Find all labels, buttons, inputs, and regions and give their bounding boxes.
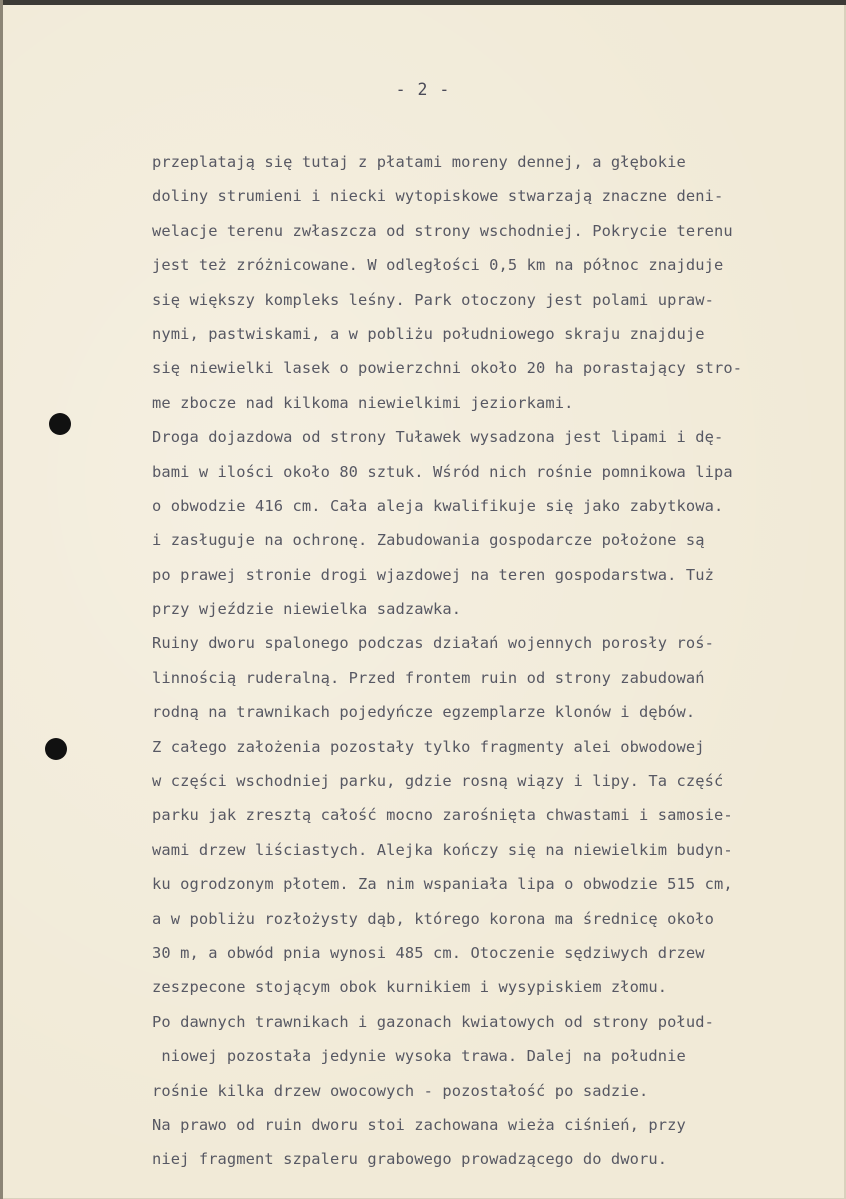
text-line: niej fragment szpaleru grabowego prowadzącego do dworu. <box>152 1150 668 1169</box>
text-line: jest też zróżnicowane. W odległości 0,5 km na północ znajduje <box>152 256 724 275</box>
text-line: zeszpecone stojącym obok kurnikiem i wysypiskiem złomu. <box>152 978 668 997</box>
text-line: Po dawnych trawnikach i gazonach kwiatowych od strony połud- <box>152 1012 714 1031</box>
text-line: rośnie kilka drzew owocowych - pozostałość po sadzie. <box>152 1081 649 1100</box>
scan-top-edge <box>0 0 846 5</box>
text-line: linnością ruderalną. Przed frontem ruin od strony zabudowań <box>152 668 705 687</box>
text-line: ku ogrodzonym płotem. Za nim wspaniała lipa o obwodzie 515 cm, <box>152 875 733 894</box>
text-line: Ruiny dworu spalonego podczas działań wojennych porosły roś- <box>152 634 714 653</box>
text-line: przeplatają się tutaj z płatami moreny dennej, a głębokie <box>152 153 686 171</box>
text-line: welacje terenu zwłaszcza od strony wschodniej. Pokrycie terenu <box>152 221 733 240</box>
text-line: Z całego założenia pozostały tylko fragmenty alei obwodowej <box>152 737 705 756</box>
text-line: doliny strumieni i niecki wytopiskowe stwarzają znaczne deni- <box>152 187 724 206</box>
text-line: i zasługuje na ochronę. Zabudowania gospodarcze położone są <box>152 531 705 550</box>
text-line: rodną na trawnikach pojedyńcze egzemplarze klonów i dębów. <box>152 703 696 722</box>
text-line: przy wjeździe niewielka sadzawka. <box>152 600 462 619</box>
text-line: Na prawo od ruin dworu stoi zachowana wieża ciśnień, przy <box>152 1115 686 1134</box>
text-line: niowej pozostała jedynie wysoka trawa. Dalej na południe <box>152 1047 686 1066</box>
text-line: Droga dojazdowa od strony Tuławek wysadzona jest lipami i dę- <box>152 428 724 447</box>
text-line: a w pobliżu rozłożysty dąb, którego korona ma średnicę około <box>152 909 714 928</box>
text-line: się niewielki lasek o powierzchni około 20 ha porastający stro- <box>152 359 743 378</box>
punch-hole-upper <box>49 413 71 435</box>
text-line: wami drzew liściastych. Alejka kończy się na niewielkim budyn- <box>152 840 733 859</box>
typescript-body <box>152 145 832 1177</box>
text-line: parku jak zresztą całość mocno zarośnięta chwastami i samosie- <box>152 806 733 825</box>
text-line: nymi, pastwiskami, a w pobliżu południowego skraju znajduje <box>152 324 705 343</box>
scan-left-edge <box>0 0 3 1199</box>
text-line: w części wschodniej parku, gdzie rosną wiązy i lipy. Ta część <box>152 772 724 791</box>
text-line: 30 m, a obwód pnia wynosi 485 cm. Otoczenie sędziwych drzew <box>152 943 705 962</box>
text-line: me zbocze nad kilkoma niewielkimi jeziorkami. <box>152 393 574 412</box>
punch-hole-lower <box>45 738 67 760</box>
text-line: się większy kompleks leśny. Park otoczony jest polami upraw- <box>152 290 714 309</box>
text-line: po prawej stronie drogi wjazdowej na teren gospodarstwa. Tuż <box>152 565 714 584</box>
page-number: - 2 - <box>395 80 451 99</box>
text-line: bami w ilości około 80 sztuk. Wśród nich rośnie pomnikowa lipa <box>152 462 733 481</box>
text-line: o obwodzie 416 cm. Cała aleja kwalifikuje się jako zabytkowa. <box>152 496 724 515</box>
